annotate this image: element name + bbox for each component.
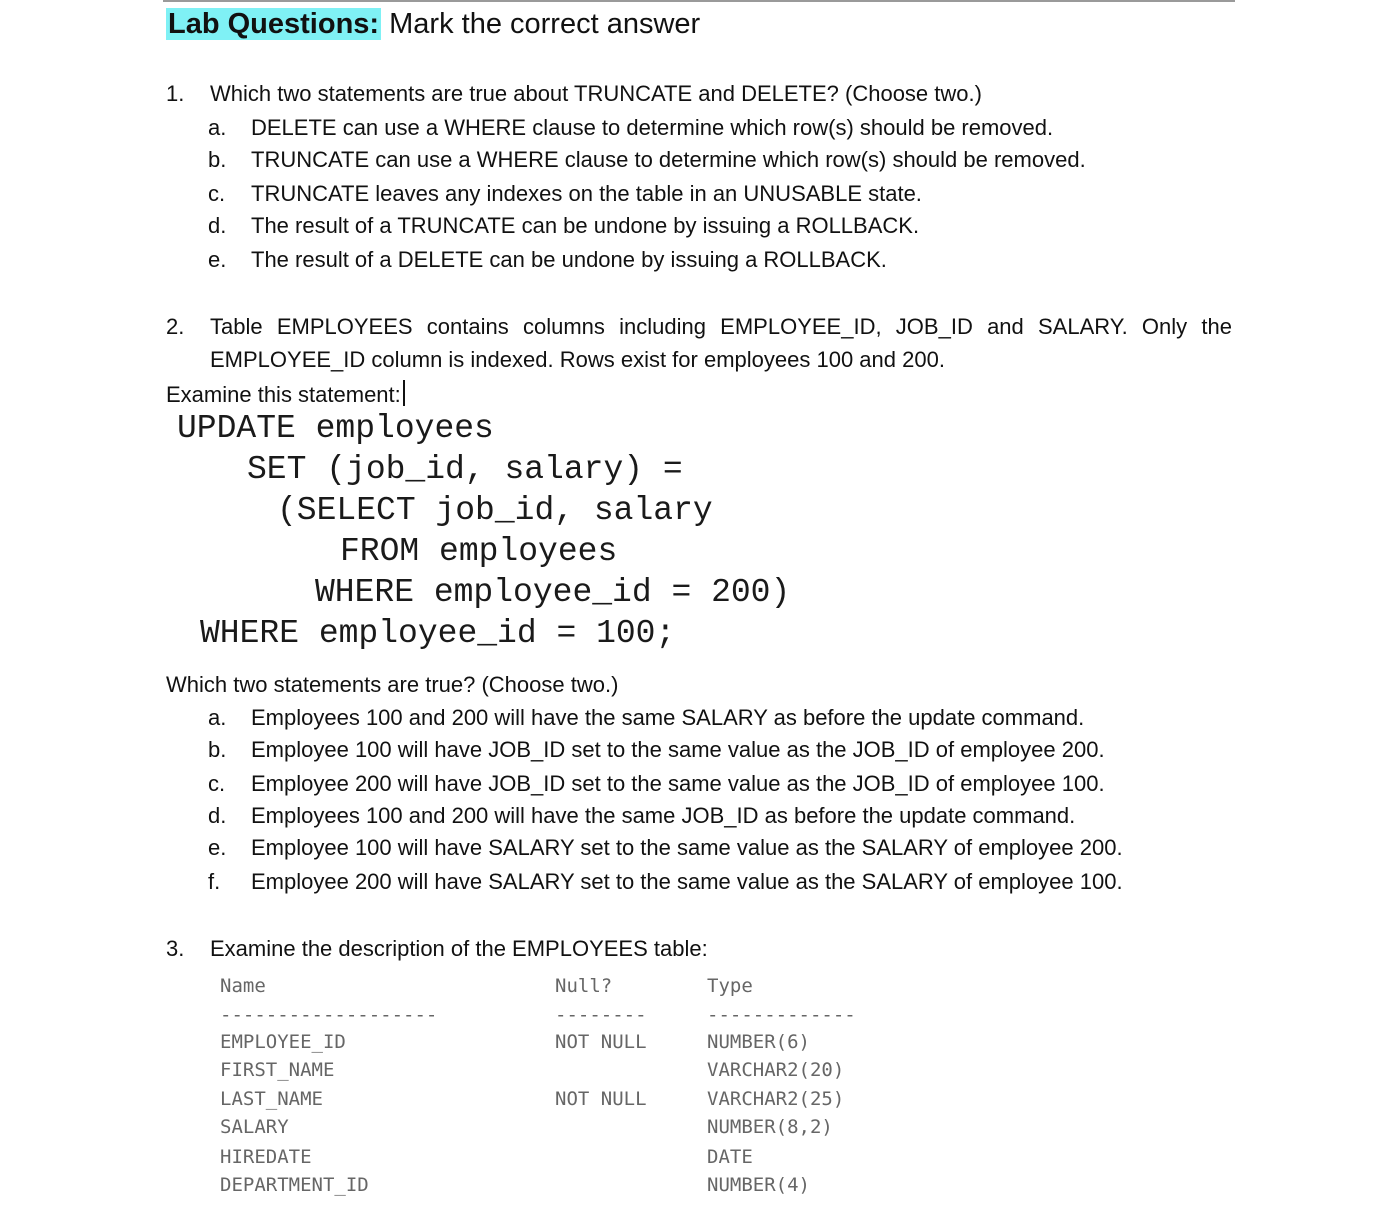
- q1-option-a-letter: a.: [208, 115, 227, 140]
- table-row-type: NUMBER(6): [707, 1031, 810, 1053]
- q1-text: Which two statements are true about TRUNCATE and DELETE? (Choose two.): [210, 81, 982, 106]
- text-cursor: [403, 380, 405, 406]
- code-line-3: (SELECT job_id, salary: [277, 492, 713, 529]
- code-line-6: WHERE employee_id = 100;: [200, 615, 676, 652]
- q2-text-line1: Table EMPLOYEES contains columns including EMPLOYEE_ID, JOB_ID and SALARY. Only the: [210, 314, 1232, 339]
- page-header: [166, 6, 700, 42]
- table-row-name: LAST_NAME: [220, 1088, 323, 1110]
- q2-option-d-letter: d.: [208, 803, 227, 828]
- q2-option-c-letter: c.: [208, 771, 226, 796]
- table-row-type: VARCHAR2(20): [707, 1059, 845, 1081]
- q1-option-e-letter: e.: [208, 247, 227, 272]
- table-row-name: FIRST_NAME: [220, 1059, 335, 1081]
- q1-number: 1.: [166, 81, 185, 106]
- q2-examine-text: Examine this statement:: [166, 382, 401, 407]
- q2-option-a[interactable]: Employees 100 and 200 will have the same SALARY as before the update command.: [251, 705, 1085, 730]
- q1-option-c-letter: c.: [208, 181, 226, 206]
- table-row-null: NOT NULL: [555, 1031, 647, 1053]
- code-line-4: FROM employees: [340, 533, 618, 570]
- table-dash-null: --------: [555, 1004, 647, 1026]
- q1-option-b[interactable]: TRUNCATE can use a WHERE clause to determine which row(s) should be removed.: [251, 147, 1086, 172]
- table-header-type: Type: [707, 975, 753, 997]
- q2-prompt: Which two statements are true? (Choose two.): [166, 672, 619, 697]
- q2-option-f-letter: f.: [208, 869, 221, 894]
- q2-option-b-letter: b.: [208, 737, 227, 762]
- q2-option-f[interactable]: Employee 200 will have SALARY set to the same value as the SALARY of employee 100.: [251, 869, 1123, 894]
- table-row-name: EMPLOYEE_ID: [220, 1031, 346, 1053]
- table-row-type: NUMBER(4): [707, 1174, 810, 1196]
- top-rule: [163, 0, 1235, 2]
- table-row-type: VARCHAR2(25): [707, 1088, 845, 1110]
- q2-option-b[interactable]: Employee 100 will have JOB_ID set to the same value as the JOB_ID of employee 200.: [251, 737, 1105, 762]
- code-line-1: UPDATE employees: [177, 410, 494, 447]
- table-row-name: SALARY: [220, 1116, 289, 1138]
- table-row-type: DATE: [707, 1146, 753, 1168]
- header-title: Mark the correct answer: [381, 8, 701, 40]
- code-line-2: SET (job_id, salary) =: [247, 451, 683, 488]
- q2-option-e-letter: e.: [208, 835, 227, 860]
- q1-option-b-letter: b.: [208, 147, 227, 172]
- q2-examine-label: [166, 380, 405, 409]
- q3-number: 3.: [166, 936, 185, 961]
- q2-option-a-letter: a.: [208, 705, 227, 730]
- header-highlight: Lab Questions:: [168, 8, 380, 40]
- q2-option-d[interactable]: Employees 100 and 200 will have the same JOB_ID as before the update command.: [251, 803, 1076, 828]
- q2-option-e[interactable]: Employee 100 will have SALARY set to the same value as the SALARY of employee 200.: [251, 835, 1123, 860]
- q1-option-d-letter: d.: [208, 213, 227, 238]
- table-row-name: DEPARTMENT_ID: [220, 1174, 369, 1196]
- table-row-type: NUMBER(8,2): [707, 1116, 833, 1138]
- q1-option-a[interactable]: DELETE can use a WHERE clause to determine which row(s) should be removed.: [251, 115, 1054, 140]
- table-row-name: HIREDATE: [220, 1146, 312, 1168]
- q1-option-d[interactable]: The result of a TRUNCATE can be undone by issuing a ROLLBACK.: [251, 213, 920, 238]
- table-row-null: NOT NULL: [555, 1088, 647, 1110]
- q1-option-c[interactable]: TRUNCATE leaves any indexes on the table in an UNUSABLE state.: [251, 181, 922, 206]
- table-dash-name: -------------------: [220, 1004, 438, 1026]
- q2-text-line2: EMPLOYEE_ID column is indexed. Rows exist for employees 100 and 200.: [210, 347, 945, 372]
- table-header-name: Name: [220, 975, 266, 997]
- q2-number: 2.: [166, 314, 185, 339]
- table-header-null: Null?: [555, 975, 613, 997]
- q2-option-c[interactable]: Employee 200 will have JOB_ID set to the same value as the JOB_ID of employee 100.: [251, 771, 1105, 796]
- code-line-5: WHERE employee_id = 200): [315, 574, 791, 611]
- q3-text: Examine the description of the EMPLOYEES table:: [210, 936, 708, 961]
- table-dash-type: -------------: [707, 1004, 856, 1026]
- q1-option-e[interactable]: The result of a DELETE can be undone by issuing a ROLLBACK.: [251, 247, 887, 272]
